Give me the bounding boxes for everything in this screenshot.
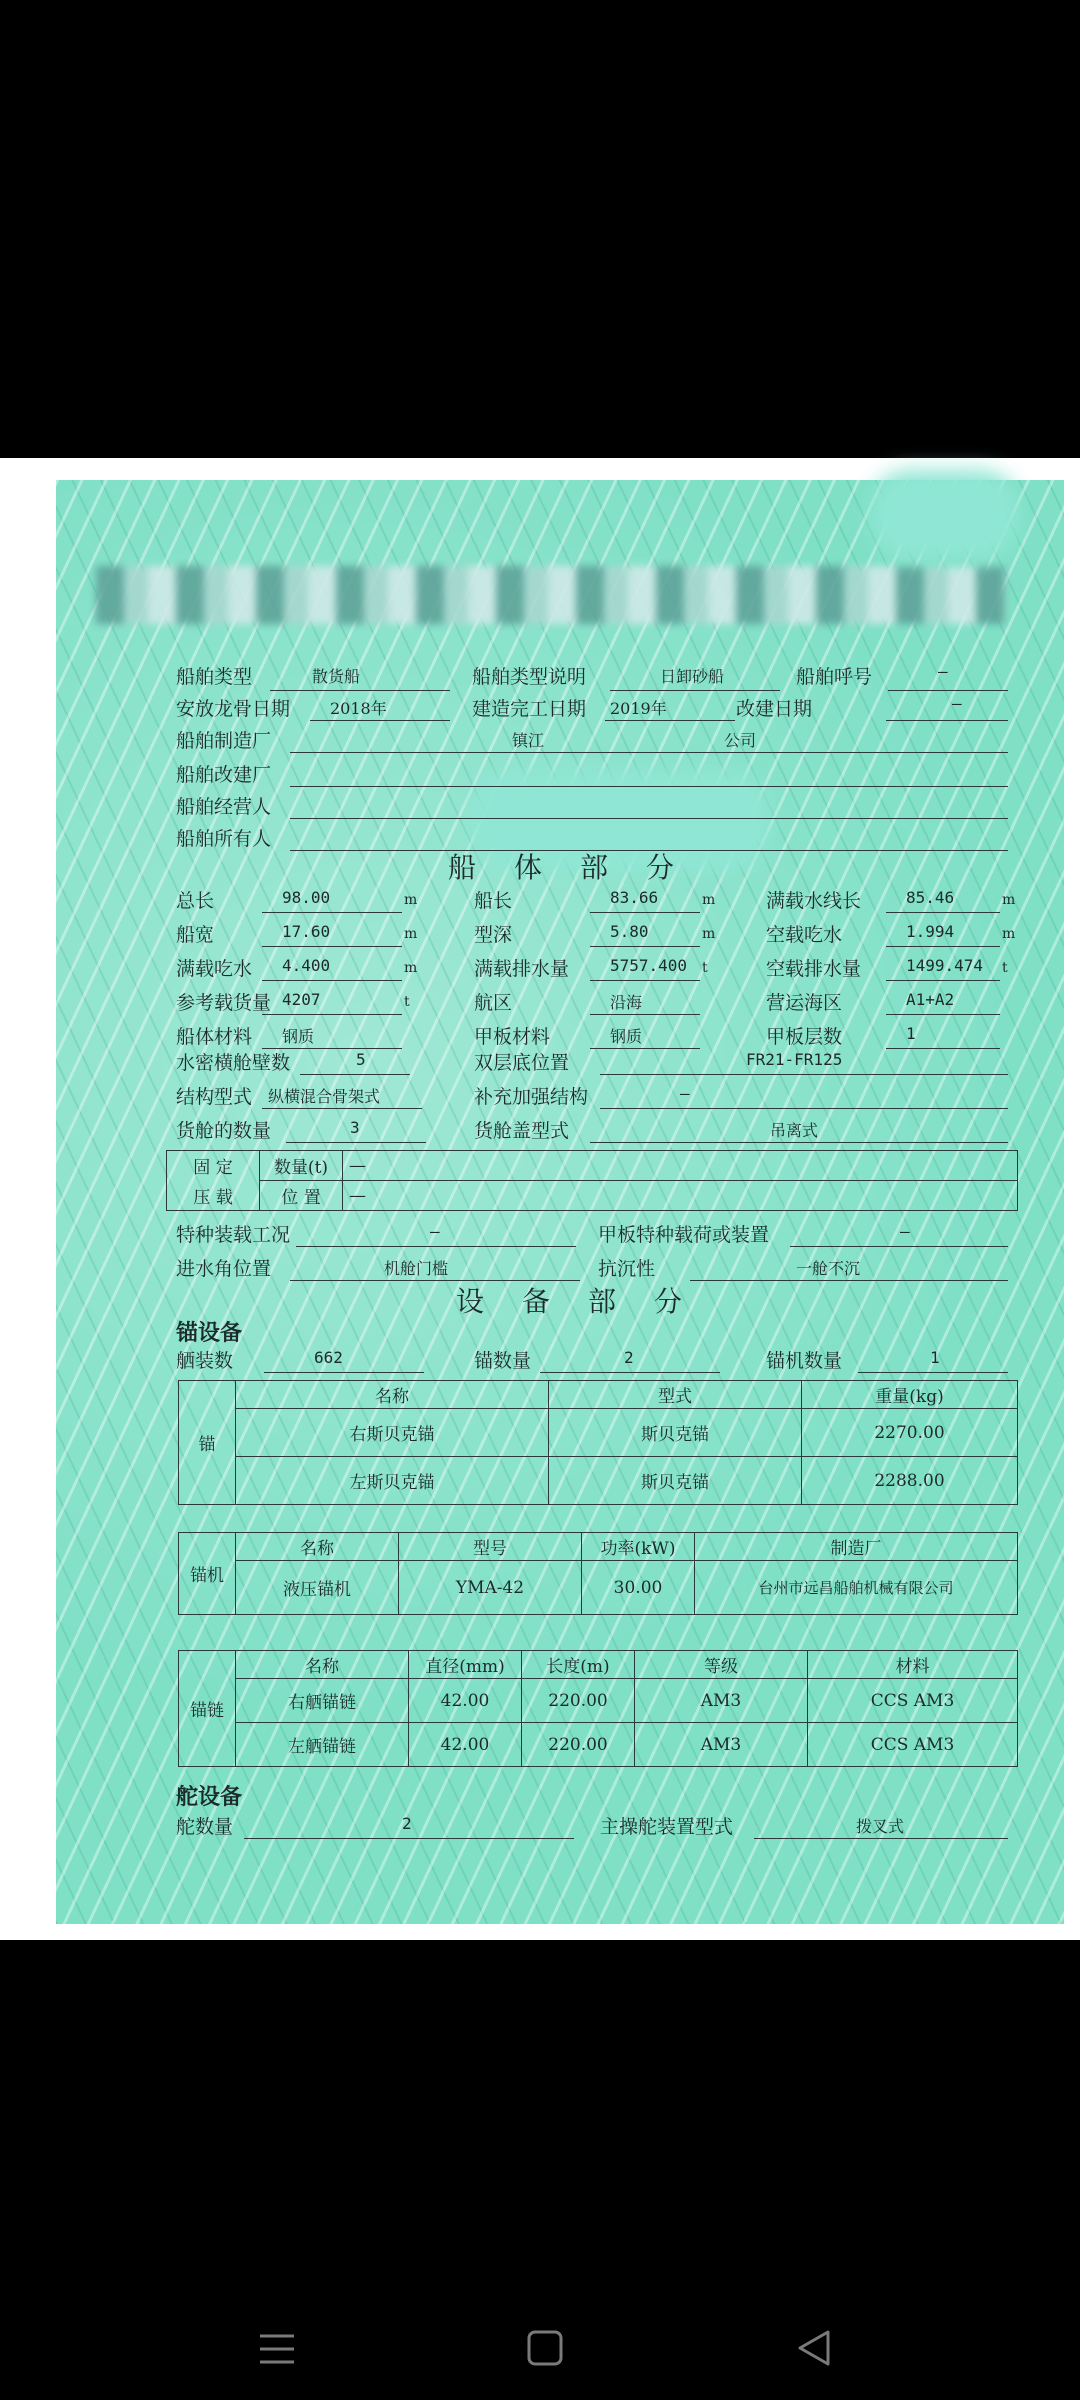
hull-field-value: A1+A2: [906, 990, 955, 1009]
windlass-row-name: 液压锚机: [236, 1561, 399, 1615]
underline: [590, 1014, 700, 1015]
hull-field-label: 船长: [474, 890, 513, 912]
underline: [262, 1014, 402, 1015]
table-row: [179, 1723, 1018, 1767]
hatch-value: 吊离式: [770, 1121, 819, 1140]
hull-field-value: 98.00: [282, 888, 331, 907]
reinforce-label: 补充加强结构: [474, 1086, 589, 1108]
hull-field-unit: m: [404, 926, 418, 942]
hull-field-label: 船宽: [176, 924, 215, 946]
hull-field-value: 4.400: [282, 956, 331, 975]
chain-header-name: 名称: [236, 1651, 409, 1679]
anchor-row1-name: 右斯贝克锚: [236, 1409, 549, 1457]
hull-field-value: 1.994: [906, 922, 955, 941]
hull-field-unit: m: [404, 960, 418, 976]
underline: [262, 980, 402, 981]
anchor-count-label: 锚数量: [474, 1350, 532, 1372]
chain-row2-material: CCS AM3: [808, 1723, 1018, 1767]
hull-field-unit: m: [1002, 926, 1016, 942]
menu-icon[interactable]: [252, 2326, 302, 2372]
hold-count-label: 货舱的数量: [176, 1120, 272, 1142]
chain-row1-material: CCS AM3: [808, 1679, 1018, 1723]
chain-header-material: 材料: [808, 1651, 1018, 1679]
ballast-pos-value: —: [343, 1181, 1018, 1211]
underline: [590, 946, 700, 947]
hull-section-title: 船体部分: [448, 851, 713, 884]
ballast-left1: 固 定: [167, 1151, 260, 1181]
rudder-count-label: 舵数量: [176, 1816, 234, 1838]
hull-field-unit: m: [702, 926, 716, 942]
hull-field-value: 钢质: [282, 1027, 315, 1046]
special-cargo-value: —: [430, 1222, 440, 1241]
call-sign-label: 船舶呼号: [796, 666, 873, 688]
underline: [590, 980, 700, 981]
builder-label: 船舶制造厂: [176, 730, 272, 752]
home-icon[interactable]: [520, 2326, 570, 2372]
hull-field-value: 钢质: [610, 1027, 643, 1046]
rudder-count-value: 2: [402, 1814, 412, 1833]
hull-field-label: 满载吃水: [176, 958, 253, 980]
bulkhead-label: 水密横舱壁数: [176, 1052, 291, 1074]
ship-type-desc-value: 日卸砂船: [660, 667, 725, 686]
equip-num-label: 舾装数: [176, 1350, 234, 1372]
deck-cargo-value: —: [900, 1222, 910, 1241]
hull-field-value: 85.46: [906, 888, 955, 907]
steering-value: 拨叉式: [856, 1817, 905, 1836]
hull-field-label: 甲板层数: [766, 1026, 843, 1048]
chain-row1-grade: AM3: [635, 1679, 808, 1723]
hull-field-label: 满载排水量: [474, 958, 570, 980]
chain-row1-length: 220.00: [522, 1679, 635, 1723]
windlass-header-model: 型号: [399, 1533, 582, 1561]
chain-row2-diameter: 42.00: [409, 1723, 522, 1767]
chain-row1-name: 右舾锚链: [236, 1679, 409, 1723]
special-cargo-label: 特种装载工况: [176, 1224, 291, 1246]
hull-field-label: 航区: [474, 992, 513, 1014]
hull-field-value: 17.60: [282, 922, 331, 941]
anchor-count-value: 2: [624, 1348, 634, 1367]
reinforce-value: —: [680, 1084, 690, 1103]
hull-field-value: 4207: [282, 990, 321, 1009]
build-date-label: 建造完工日期: [472, 698, 587, 720]
ship-type-label: 船舶类型: [176, 666, 253, 688]
chain-table: [178, 1650, 1018, 1767]
hull-field-unit: m: [1002, 892, 1016, 908]
chain-row2-name: 左舾锚链: [236, 1723, 409, 1767]
underline: [262, 946, 402, 947]
chain-header-length: 长度(m): [522, 1651, 635, 1679]
anchor-row1-type: 斯贝克锚: [549, 1409, 802, 1457]
underline: [262, 912, 402, 913]
rebuild-date-label: 改建日期: [736, 698, 813, 720]
ballast-table: [166, 1150, 1018, 1211]
hull-field-label: 参考载货量: [176, 992, 272, 1014]
hull-field-unit: m: [404, 892, 418, 908]
underline: [886, 946, 1000, 947]
flood-value: 机舱门槛: [384, 1259, 449, 1278]
structure-label: 结构型式: [176, 1086, 253, 1108]
call-sign-value: —: [938, 662, 948, 681]
back-icon[interactable]: [790, 2326, 840, 2372]
steering-label: 主操舵装置型式: [600, 1816, 734, 1838]
chain-header-grade: 等级: [635, 1651, 808, 1679]
hull-field-label: 空载吃水: [766, 924, 843, 946]
chain-row1-diameter: 42.00: [409, 1679, 522, 1723]
hull-field-value: 83.66: [610, 888, 659, 907]
ballast-left2: 压 载: [167, 1181, 260, 1211]
hull-field-label: 总长: [176, 890, 215, 912]
ship-type-value: 散货船: [312, 667, 361, 686]
rebuilder-label: 船舶改建厂: [176, 764, 272, 786]
underline: [590, 912, 700, 913]
underline: [590, 1048, 700, 1049]
deck-cargo-label: 甲板特种载荷或装置: [598, 1224, 770, 1246]
windlass-row-model: YMA-42: [399, 1561, 582, 1615]
equip-num-value: 662: [314, 1348, 343, 1367]
hatch-label: 货舱盖型式: [474, 1120, 570, 1142]
anchor-row2-name: 左斯贝克锚: [236, 1457, 549, 1505]
hull-field-value: 沿海: [610, 993, 643, 1012]
rebuild-date-value: —: [952, 694, 962, 713]
hull-field-unit: m: [702, 892, 716, 908]
hull-field-value: 1499.474: [906, 956, 984, 975]
hull-field-value: 5.80: [610, 922, 649, 941]
build-date-value: 2019年: [610, 699, 667, 718]
anchor-header-type: 型式: [549, 1381, 802, 1409]
chain-row2-length: 220.00: [522, 1723, 635, 1767]
windlass-group-label: 锚机: [179, 1533, 236, 1615]
ballast-qty-value: —: [343, 1151, 1018, 1181]
anchor-group-label: 锚: [179, 1381, 236, 1505]
rudder-title: 舵设备: [176, 1784, 243, 1810]
chain-row2-grade: AM3: [635, 1723, 808, 1767]
hull-field-value: 5757.400: [610, 956, 688, 975]
keel-date-label: 安放龙骨日期: [176, 698, 291, 720]
hull-field-label: 甲板材料: [474, 1026, 551, 1048]
anchor-title: 锚设备: [176, 1320, 243, 1346]
redacted-header: [96, 566, 1006, 624]
keel-date-value: 2018年: [330, 699, 387, 718]
ballast-qty-label: 数量(t): [260, 1151, 343, 1181]
structure-value: 纵横混合骨架式: [268, 1087, 381, 1106]
builder-value-suffix: 公司: [724, 731, 757, 750]
hull-field-unit: t: [404, 994, 410, 1010]
underline: [886, 1048, 1000, 1049]
anchor-table: [178, 1380, 1018, 1505]
windlass-table: [178, 1532, 1018, 1615]
hull-field-label: 空载排水量: [766, 958, 862, 980]
anchor-header-name: 名称: [236, 1381, 549, 1409]
hull-field-unit: t: [702, 960, 708, 976]
bulkhead-value: 5: [356, 1050, 366, 1069]
owner-label: 船舶所有人: [176, 828, 272, 850]
table-row: [179, 1679, 1018, 1723]
unsink-value: 一舱不沉: [796, 1259, 861, 1278]
table-row: [179, 1457, 1018, 1505]
windlass-header-maker: 制造厂: [695, 1533, 1018, 1561]
windlass-header-name: 名称: [236, 1533, 399, 1561]
underline: [886, 1014, 1000, 1015]
navigation-bar: [0, 2300, 1080, 2400]
hold-count-value: 3: [350, 1118, 360, 1137]
anchor-row2-type: 斯贝克锚: [549, 1457, 802, 1505]
anchor-header-weight: 重量(kg): [802, 1381, 1018, 1409]
ballast-pos-label: 位 置: [260, 1181, 343, 1211]
builder-value-prefix: 镇江: [512, 731, 545, 750]
windlass-row-power: 30.00: [582, 1561, 695, 1615]
windlass-row-maker: 台州市远昌船舶机械有限公司: [695, 1561, 1018, 1615]
ship-type-desc-label: 船舶类型说明: [472, 666, 587, 688]
hull-field-label: 营运海区: [766, 992, 843, 1014]
unsink-label: 抗沉性: [598, 1258, 656, 1280]
equip-section-title: 设备部分: [456, 1285, 721, 1318]
windlass-count-label: 锚机数量: [766, 1350, 843, 1372]
table-row: [179, 1409, 1018, 1457]
anchor-row2-weight: 2288.00: [802, 1457, 1018, 1505]
flood-label: 进水角位置: [176, 1258, 272, 1280]
hull-field-unit: t: [1002, 960, 1008, 976]
table-row: [179, 1561, 1018, 1615]
windlass-count-value: 1: [930, 1348, 940, 1367]
double-bottom-label: 双层底位置: [474, 1052, 570, 1074]
anchor-row1-weight: 2270.00: [802, 1409, 1018, 1457]
redacted-blob-top: [870, 470, 1020, 560]
hull-field-label: 船体材料: [176, 1026, 253, 1048]
double-bottom-value: FR21-FR125: [746, 1050, 843, 1069]
windlass-header-power: 功率(kW): [582, 1533, 695, 1561]
underline: [886, 980, 1000, 981]
chain-header-diameter: 直径(mm): [409, 1651, 522, 1679]
hull-field-label: 满载水线长: [766, 890, 862, 912]
hull-field-label: 型深: [474, 924, 513, 946]
underline: [886, 912, 1000, 913]
operator-label: 船舶经营人: [176, 796, 272, 818]
chain-group-label: 锚链: [179, 1651, 236, 1767]
hull-field-value: 1: [906, 1024, 916, 1043]
